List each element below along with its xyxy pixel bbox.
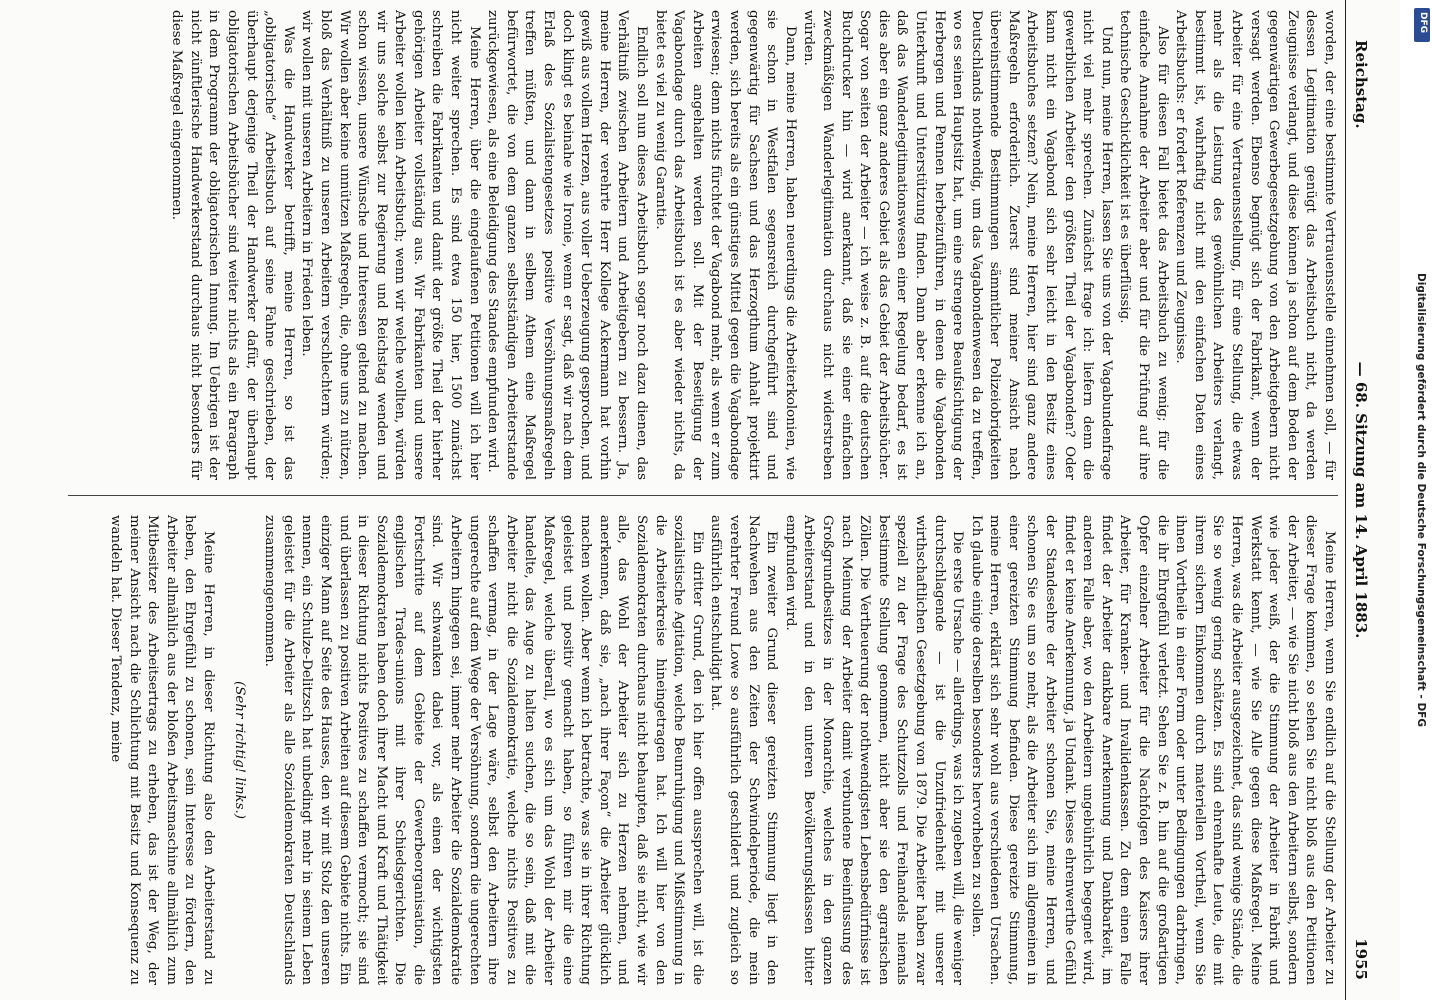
paragraph: Dann, meine Herren, haben neuerdings die Arbeiterkolonien, wie sie schon in Westfalen segensreich durchgeführt sind und gegenwärtig für Sachsen und das Herzogthum Anhalt projektirt werden, sich bereits als ein günstiges Mittel gegen die Vagabondage erwiesen; denn nichts fürchtet der Vagabond mehr, als wenn er zum Arbeiten angehalten werden soll. Mit der Beseitigung der Vagabondage durch das Arbeitsbuch ist es aber wieder nichts, da bietet es viel zu wenig Garantie. xyxy=(652,10,798,480)
paragraph: worden, der eine bestimmte Vertrauensstelle einnehmen soll, — für dessen Legitimation genügt das Arbeitsbuch nicht, da werden Zeugnisse verlangt, und diese können ja schon auf dem Boden der gegenwärtigen Gewerbegesetzgebung von den Arbeitgebern nicht versagt werden. Ebenso begnügt sich der Fabrikant, wenn der Arbeiter für eine Vertrauensstellung, für eine Stellung, die etwas mehr als die Leistung des gewöhnlichen Arbeiters verlangt, bestimmt ist, wahrhaftig nicht mit den einfachen Daten eines Arbeitsbuchs: er fordert Referenzen und Zeugnisse. xyxy=(1173,10,1337,480)
paragraph: Ein zweiter Grund dieser gereizten Stimmung liegt in den Nachwehen aus den Zeiten der Schwindelperiode, die mein verehrter Freund Lowe so ausführlich geschildert und zugleich so ausführlich entschuldigt hat. xyxy=(708,515,780,985)
paragraph: Die erste Ursache — allerdings, was ich zugeben will, die weniger durchschlagende — ist die Unzufriedenheit mit unserer wirthschaftlichen Gesetzgebung von 1879. Die Arbeiter haben zwar speziell zu der Frage des Schutzzolls und Freihandels niemals bestimmte Stellung genommen, nicht aber sie den agrarischen Zöllen. Die Vertheuerung der nothwendigsten Lebensbedürfnisse ist nach Meinung der Arbeiter damit verbundene Beeinflussung des Großgrundbesitzes in der Monarchie, welches in den ganzen Arbeiterstand und in den unteren Bevölkerungsklassen bitter empfunden wird. xyxy=(782,515,966,985)
header-rule xyxy=(1345,0,1346,1000)
column-divider xyxy=(68,495,1338,496)
header-center: — 68. Sitzung am 14. April 1883. xyxy=(1352,361,1370,639)
digitization-caption xyxy=(1412,0,1432,1000)
paragraph: Was die Handwerker betrifft, meine Herren, so ist das „obligatorische“ Arbeitsbuch auf seine Fahne geschrieben, der überhaupt derjenige Theil der Handwerker dafür, der überhaupt obligatorischen Arbeitsbücher sind weiter nichts als ein Paragraph in dem Programm der obligatorischen Innung. Im Uebrigen ist der nicht zünftlerische Handwerkerstand durchaus nicht besonders für diese Maßregel eingenommen. xyxy=(169,10,296,480)
page-header xyxy=(1344,0,1380,1000)
paragraph: Und nun, meine Herren, lassen Sie uns von der Vagabundenfrage nicht viel mehr sprechen. Zunächst frage ich: liefern denn die gewerblichen Arbeiter den größten Theil der Vagabonden? Oder kann nicht ein Vagabond sich sehr leicht in den Besitz eines Arbeitsbuches setzen? Nein, meine Herren, hier sind ganz andere Maßregeln erforderlich. Zuerst sind meiner Ansicht nach übereinstimmende Bestimmungen sämmtlicher Polizeiobrigkeiten Deutschlands nothwendig, um das Vagabondenwesen da zu treffen, wo es seinen Hauptsitz hat, um eine strengere Beaufsichtigung der Herbergen und Pennen herbeizuführen, in denen die Vagabonden Unterkunft und Unterstützung finden. Dann aber erkenne ich an, daß das Wanderlegitimationswesen einer Regelung bedarf, es ist dies aber ein ganz anderes Gebiet als das Gebiet der Arbeitsbücher. Sogar von seiten der Arbeiter — ich weise z. B. auf die deutschen Buchdrucker hin — wird anerkannt, daß sie einer einfachen zweckmäßigen Wanderlegitimation durchaus nicht widerstreben würden. xyxy=(801,10,1114,480)
page-number: 1955 xyxy=(1352,938,1370,980)
paragraph: Meine Herren, in dieser Richtung also den Arbeiterstand zu heben, den Ehrgefühl zu schonen, sein Interesse zu fördern, den Arbeiter allmählich aus der bloßen Arbeitsmaschine allmählich zum Mitbesitzer des Arbeitsertrags zu erheben, das ist der Weg, der meiner Ansicht nach die Schlichtung mit Besitz und Konsequenz zu wandeln hat. Dieser Tendenz, meine xyxy=(108,515,216,985)
dfg-logo-text: DFG xyxy=(1418,12,1428,34)
paragraph: Meine Herren, über die eingelaufenen Petitionen will ich hier nicht weiter sprechen. Es sind etwa 150 hier, 1500 zunächst schreiben die Fabrikanten und damit der größte Theil der hierher gehörigen Arbeiter vollständig aus. Wir Fabrikanten und unsere Arbeiter wollen kein Arbeitsbuch; wenn wir welche wollten, würden wir uns solche selbst zur Regierung und Reichstag wenden und schon wissen, unsere Wünsche und Interessen geltend zu machen. Wir wollen aber keine unnützen Maßregeln, die, ohne uns zu nützen, bloß das Verhältniß zu unseren Arbeitern verschlechtern würden; wir wollen mit unseren Arbeitern in Frieden leben. xyxy=(299,10,482,480)
interjection: (Sehr richtig! links.) xyxy=(231,681,247,819)
paragraph: Ein dritter Grund, den ich hier offen aussprechen will, ist die sozialistische Agitation, welche Beunruhigung und Mißstimmung in die Arbeiterkreise hineingetragen hat. Ich will hier von den Sozialdemokraten durchaus nicht behaupten, daß sie nicht, wie wir alle, das Wohl der Arbeiter sich zu Herzen nehmen, und anerkennen, daß sie, „nach ihrer Façon“ die Arbeiter glücklich machen wollen. Aber wenn ich betrachte, was sie in ihrer Richtung geleistet und positiv gemacht haben, so führen mir die eine Maßregel, welche überall, wo es sich um das Wohl der Arbeiter handelte, das Auge zu halten suchen, die so sein, daß mit die Arbeiter nicht die Sozialdemokratie, welche nichts Positives zu schaffen vermag, in der Lage wäre, selbst den Arbeitern ihre ungerechte auf dem Wege der Versöhnung, sondern die ungerechten Arbeitern hingegen sei, immer mehr Arbeiter die Sozialdemokratie sind. Wir schwanken dabei vor, als einen der wichtigsten Fortschritte auf dem Gebiete der Gewerbeorganisation, die englischen Trades-unions mit ihrer Schiedsgerichten. Die Sozialdemokraten haben doch ihrer Macht und Kraft und Thätigkeit in dieser Richtung nichts Positives zu schaffen vermocht; sie sind und überlassen zu positiven Arbeiten auf diesem Gebiete nichts. Ein einziger Mann auf Seite des Hauses, den wir mit Stolz den unseren nennen, ein Schulze-Delitzsch hat unbedingt mehr in seinem Leben geleistet für die Arbeiter als alle Sozialdemokraten Deutschlands zusammengenommen. xyxy=(262,515,705,985)
right-column xyxy=(58,515,1338,985)
paragraph: Endlich soll nun dieses Arbeitsbuch sogar noch dazu dienen, das Verhältniß zwischen Arbeitern und Arbeitgebern zu bessern. Ja, meine Herren, der verehrte Herr Kollege Ackermann hat vorhin gewiß aus vollem Herzen, aus voller Ueberzeugung gesprochen, und doch klingt es beinahe wie Ironie, wenn er sagt, daß wir nach dem Erlaß des Sozialistengesetzes positive Versöhnungsmaßregeln treffen müßten, und dann in selbem Athem eine Maßregel befürwortet, die von dem ganzen selbstständigen Arbeiterstande zurückgewiesen, als eine Beleidigung des Standes empfunden wird. xyxy=(485,10,650,480)
paragraph: Also für diesen Fall bietet das Arbeitsbuch zu wenig; für die einfache Annahme der Arbeiter aber und für die Prüfung auf ihre technische Geschicklichkeit ist es überflüssig. xyxy=(1117,10,1170,480)
header-left: Reichstag. xyxy=(1352,40,1370,129)
caption-text: Digitalisierung gefördert durch die Deutsche Forschungsgemeinschaft - DFG xyxy=(1415,273,1427,727)
dfg-logo xyxy=(1414,8,1430,42)
rotated-page xyxy=(50,0,1380,1000)
paragraph: Meine Herren, wenn Sie endlich auf die Stellung der Arbeiter zu dieser Frage kommen, so sehen Sie nicht bloß aus den Petitionen der Arbeiter, — wie Sie nicht bloß aus den Arbeitern selbst, sondern wie jeder weiß, der die Stimmung der Arbeiter in Fabrik und Werkstatt kennt, — wie Sie Alle gegen diese Maßregel. Meine Herren, was die Arbeiter ausgezeichnet, das sind wenige Stände, die Sie so wenig gering schätzen. Es sind ehrenhafte Leute, die mit ihrem sichern Einkommen durch materiellen Vortheil, wenn Sie ihnen Vortheile in einer Form oder unter Bedingungen darbringen, die ihr Ehrgefühl verletzt. Sehen Sie z. B. hin auf die großartigen Opfer einzelner Arbeiter für die Nachfolgen des Kaisers ihrer Arbeiter, für Kranken- und Invalidenkassen. Zu dem einen Falle findet der Arbeiter dankbare Anerkennung und Dankbarkeit, im anderen Falle aber, wo den Arbeitern ungebührlich begegnet wird, findet er keine Anerkennung, ja Undank. Dieses ehrenwerthe Gefühl der Standesehre der Arbeiter schonen Sie, meine Herren, und schonen Sie es um so mehr, als die Arbeiter sich im allgemeinen in einer gereizten Stimmung befinden. Diese gereizte Stimmung, meine Herren, erklärt sich sehr wohl aus verschiedenen Ursachen. Ich glaube einige derselben besonders hervorheben zu sollen. xyxy=(968,515,1337,985)
left-column xyxy=(58,10,1338,480)
